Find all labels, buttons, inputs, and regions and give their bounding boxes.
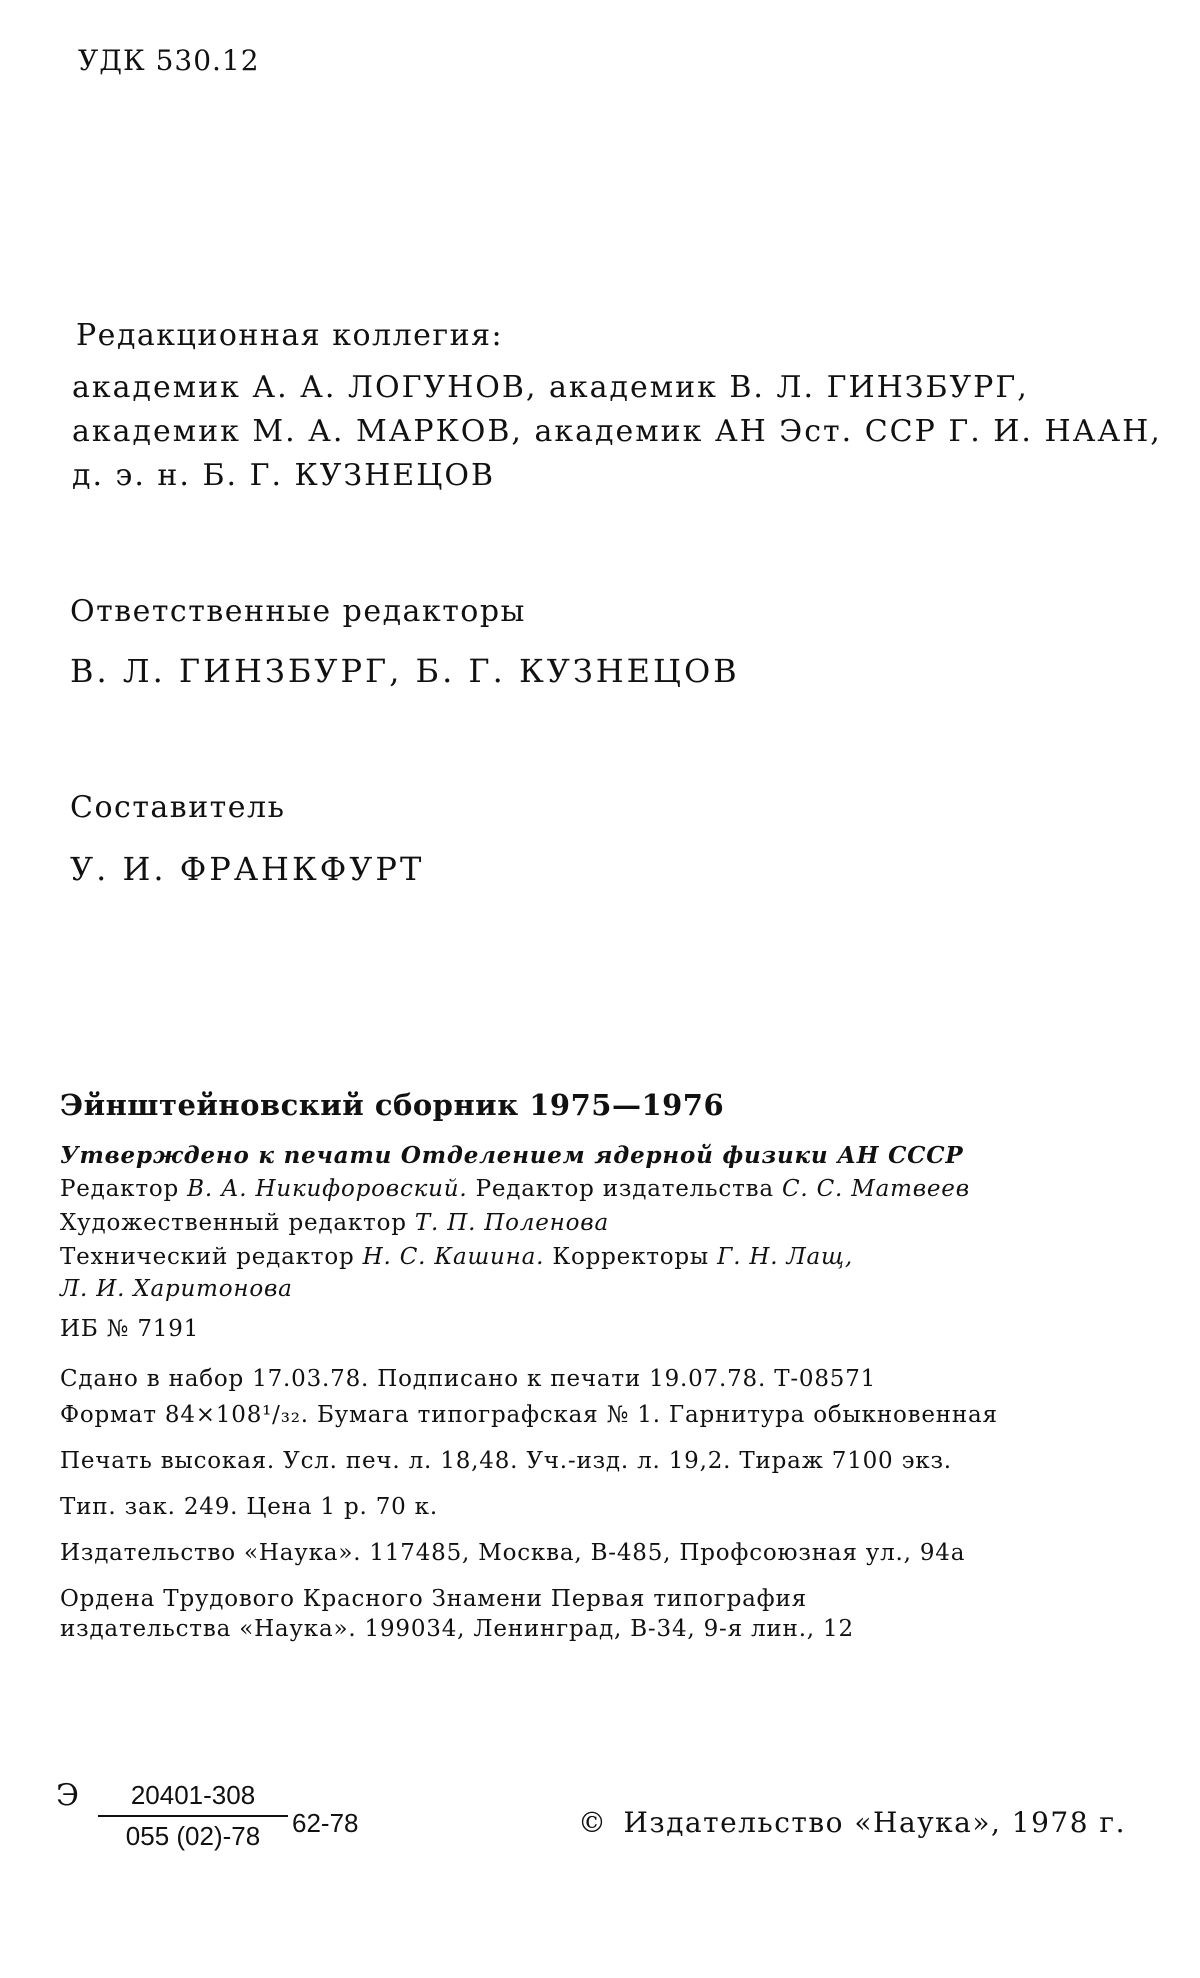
- correctors-label: Корректоры: [552, 1244, 710, 1270]
- editorial-board-label: Редакционная коллегия:: [76, 318, 504, 353]
- compiler-name: У. И. ФРАНКФУРТ: [70, 850, 425, 888]
- imprint-format: Формат 84×108¹/₃₂. Бумага типографская № 1. Гарнитура обыкновенная: [60, 1402, 998, 1428]
- editorial-board-members: [72, 366, 1162, 498]
- imprint-order: Тип. зак. 249. Цена 1 р. 70 к.: [60, 1494, 438, 1520]
- editor-name: В. А. Никифоровский.: [187, 1176, 468, 1202]
- editorial-board-line: д. э. н. Б. Г. КУЗНЕЦОВ: [72, 458, 495, 493]
- catalog-fraction: [98, 1780, 288, 1852]
- imprint-correctors-cont: [60, 1276, 293, 1302]
- copyright-line: [578, 1806, 1126, 1839]
- imprint-tech-editor-line: [60, 1244, 853, 1270]
- imprint-editors-line: [60, 1176, 970, 1202]
- responsible-editors-names: В. Л. ГИНЗБУРГ, Б. Г. КУЗНЕЦОВ: [70, 652, 740, 690]
- copyright-icon: ©: [578, 1806, 608, 1839]
- tech-editor-label: Технический редактор: [60, 1244, 355, 1270]
- pub-editor-name: С. С. Матвеев: [781, 1176, 970, 1202]
- imprint-submitted: Сдано в набор 17.03.78. Подписано к печати 19.07.78. Т-08571: [60, 1366, 877, 1392]
- catalog-prefix: Э: [56, 1778, 79, 1813]
- editor-label: Редактор: [60, 1176, 180, 1202]
- catalog-denominator: 055 (02)-78: [125, 1821, 261, 1851]
- imprint-art-editor-line: [60, 1210, 609, 1236]
- correctors-names: Г. Н. Лащ,: [717, 1244, 853, 1270]
- catalog-numerator: 20401-308: [130, 1780, 256, 1810]
- imprint-printer-line1: Ордена Трудового Красного Знамени Первая типография: [60, 1586, 807, 1612]
- catalog-suffix: 62-78: [292, 1808, 359, 1838]
- tech-editor-name: Н. С. Кашина.: [362, 1244, 545, 1270]
- imprint-print: Печать высокая. Усл. печ. л. 18,48. Уч.-изд. л. 19,2. Тираж 7100 экз.: [60, 1448, 952, 1474]
- copyright-text: Издательство «Наука», 1978 г.: [623, 1806, 1126, 1839]
- responsible-editors-label: Ответственные редакторы: [70, 594, 526, 629]
- editorial-board-line: академик М. А. МАРКОВ, академик АН Эст. ССР Г. И. НААН,: [72, 414, 1162, 449]
- pub-editor-label: Редактор издательства: [475, 1176, 774, 1202]
- imprint-ib-number: ИБ № 7191: [60, 1316, 200, 1342]
- art-editor-name: Т. П. Поленова: [414, 1210, 609, 1236]
- compiler-label: Составитель: [70, 790, 286, 825]
- book-title: Эйнштейновский сборник 1975—1976: [60, 1088, 725, 1122]
- imprint-approved: Утверждено к печати Отделением ядерной физики АН СССР: [60, 1142, 964, 1169]
- imprint-printer-line2: издательства «Наука». 199034, Ленинград, В-34, 9-я лин., 12: [60, 1616, 854, 1642]
- imprint-publisher: Издательство «Наука». 117485, Москва, В-485, Профсоюзная ул., 94а: [60, 1540, 966, 1566]
- correctors-names-cont: Л. И. Харитонова: [60, 1276, 293, 1302]
- udk-code: УДК 530.12: [78, 44, 260, 77]
- art-editor-label: Художественный редактор: [60, 1210, 407, 1236]
- editorial-board-line: академик А. А. ЛОГУНОВ, академик В. Л. ГИНЗБУРГ,: [72, 370, 1029, 405]
